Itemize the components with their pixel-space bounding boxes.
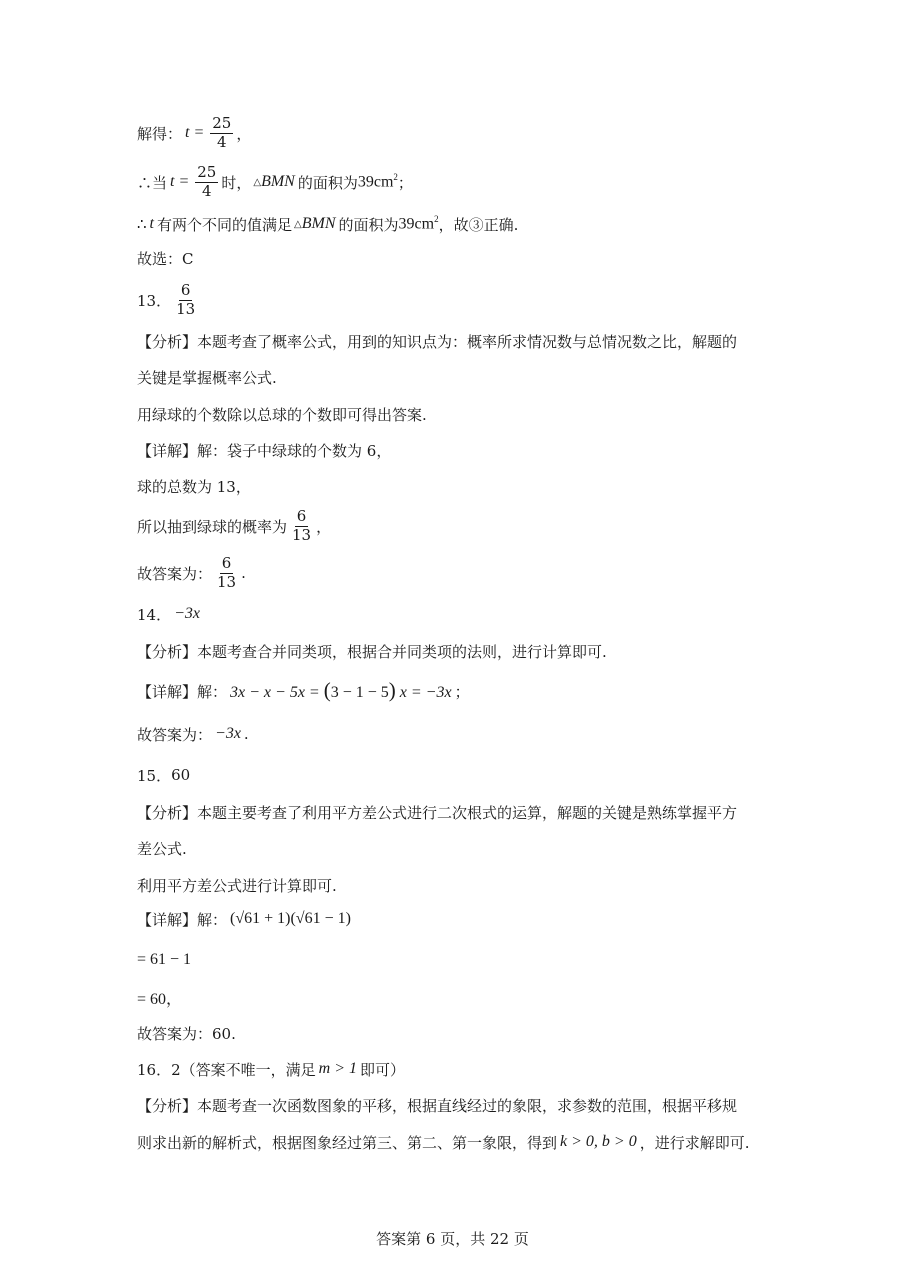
text: 故答案为： bbox=[137, 725, 213, 744]
text: ，进行求解即可. bbox=[639, 1133, 750, 1152]
q13-final-answer bbox=[137, 553, 246, 593]
solution-line-2 bbox=[137, 162, 413, 202]
text: 用绿球的个数除以总球的个数即可得出答案. bbox=[137, 405, 427, 424]
text: 【详解】解： bbox=[137, 682, 228, 701]
text: 时， bbox=[221, 173, 252, 192]
text: 16．2（答案不唯一，满足 bbox=[137, 1060, 316, 1079]
q14-detail bbox=[137, 671, 470, 711]
text: 所以抽到绿球的概率为 bbox=[137, 517, 288, 536]
q14-analysis bbox=[137, 631, 607, 671]
unit: $39cm^2$ bbox=[357, 172, 398, 191]
fraction: $\frac{6}{13}$ bbox=[176, 280, 196, 318]
fraction: $\frac{25}{4}$ bbox=[197, 162, 217, 200]
choice-line bbox=[137, 238, 193, 278]
text: ， bbox=[236, 124, 252, 143]
q16-analysis-1 bbox=[137, 1085, 737, 1125]
q13-detail-1 bbox=[137, 430, 391, 470]
text: 关键是掌握概率公式. bbox=[137, 368, 277, 387]
text: 故选：C bbox=[137, 249, 194, 268]
text: 则求出新的解析式，根据图象经过第三、第二、第一象限，得到 bbox=[137, 1133, 558, 1152]
triangle-symbol: △ bbox=[253, 176, 262, 188]
text: 的面积为 bbox=[338, 215, 399, 234]
q13-analysis-2 bbox=[137, 357, 277, 397]
solution-line-1 bbox=[137, 113, 251, 153]
text: 即可） bbox=[360, 1060, 406, 1079]
q13-answer-line bbox=[137, 280, 200, 320]
question-number: 13． bbox=[137, 291, 172, 310]
q14-final-answer bbox=[137, 714, 249, 754]
q15-step-2 bbox=[137, 977, 185, 1017]
text: . bbox=[243, 725, 249, 743]
math-expr: m > 1 bbox=[318, 1060, 357, 1077]
text: ； bbox=[454, 682, 470, 701]
text: 故答案为：60. bbox=[137, 1024, 236, 1043]
text: 【详解】解：袋子中绿球的个数为 6， bbox=[137, 441, 392, 460]
fraction: $\frac{6}{13}$ bbox=[217, 553, 237, 591]
fraction: $\frac{25}{4}$ bbox=[212, 113, 232, 151]
text: 【分析】本题考查了概率公式，用到的知识点为：概率所求情况数与总情况数之比，解题的 bbox=[137, 332, 738, 351]
q15-final-answer bbox=[137, 1013, 236, 1053]
text: 【分析】本题考查合并同类项，根据合并同类项的法则，进行计算即可. bbox=[137, 642, 607, 661]
math-expr: k > 0, b > 0 bbox=[560, 1133, 637, 1150]
math-expr: −3x bbox=[215, 725, 241, 742]
math-expr: = 61 − 1 bbox=[137, 951, 192, 968]
math-expr: t = bbox=[185, 124, 205, 141]
page-footer: 答案第 6 页，共 22 页 bbox=[376, 1230, 529, 1248]
q15-answer-line bbox=[137, 755, 190, 795]
solution-line-3 bbox=[137, 204, 518, 244]
q15-detail bbox=[137, 899, 354, 939]
answer-value: 60 bbox=[171, 766, 191, 784]
math-expr: 3x − x − 5x = (3 − 1 − 5) x = −3x bbox=[230, 678, 452, 702]
text: 【详解】解： bbox=[137, 910, 228, 929]
q13-detail-3 bbox=[137, 506, 331, 546]
math-expr: = 60， bbox=[137, 990, 183, 1008]
q15-analysis-1 bbox=[137, 792, 737, 832]
unit: $39cm^2$ bbox=[398, 214, 439, 233]
math-expr: (√61 + 1)(√61 − 1) bbox=[230, 910, 351, 927]
text: 的面积为 bbox=[297, 173, 358, 192]
q15-analysis-2 bbox=[137, 828, 187, 868]
q13-detail-2 bbox=[137, 466, 251, 506]
text: . bbox=[241, 564, 246, 582]
text: ； bbox=[397, 173, 413, 192]
text: ∴当 bbox=[137, 173, 168, 192]
q13-analysis-3 bbox=[137, 394, 427, 434]
text: ∴ bbox=[137, 215, 147, 233]
text: ， bbox=[316, 517, 332, 536]
text: 差公式. bbox=[137, 839, 187, 858]
fraction: $\frac{6}{13}$ bbox=[292, 506, 312, 544]
math-expr: t = bbox=[170, 173, 190, 190]
text: 故答案为： bbox=[137, 564, 213, 583]
q13-analysis-1 bbox=[137, 321, 737, 361]
q14-answer-line bbox=[137, 594, 203, 634]
math-expr: BMN bbox=[301, 215, 336, 232]
question-number: 14． bbox=[137, 605, 172, 624]
text: 有两个不同的值满足 bbox=[157, 215, 293, 234]
text: 利用平方差公式进行计算即可. bbox=[137, 876, 337, 895]
text: 【分析】本题主要考查了利用平方差公式进行二次根式的运算，解题的关键是熟练掌握平方 bbox=[137, 803, 738, 822]
q16-analysis-2 bbox=[137, 1122, 750, 1162]
q16-answer-line bbox=[137, 1049, 405, 1089]
text: 解得： bbox=[137, 124, 183, 143]
text: 球的总数为 13， bbox=[137, 477, 251, 496]
q15-step-1 bbox=[137, 940, 194, 980]
math-expr: t bbox=[149, 215, 154, 232]
question-number: 15． bbox=[137, 766, 172, 785]
text: 【分析】本题考查一次函数图象的平移，根据直线经过的象限，求参数的范围，根据平移规 bbox=[137, 1096, 738, 1115]
text: ，故③正确. bbox=[438, 215, 519, 234]
math-expr: BMN bbox=[261, 173, 295, 190]
triangle-symbol: △ bbox=[294, 218, 302, 230]
math-expr: −3x bbox=[174, 605, 200, 622]
